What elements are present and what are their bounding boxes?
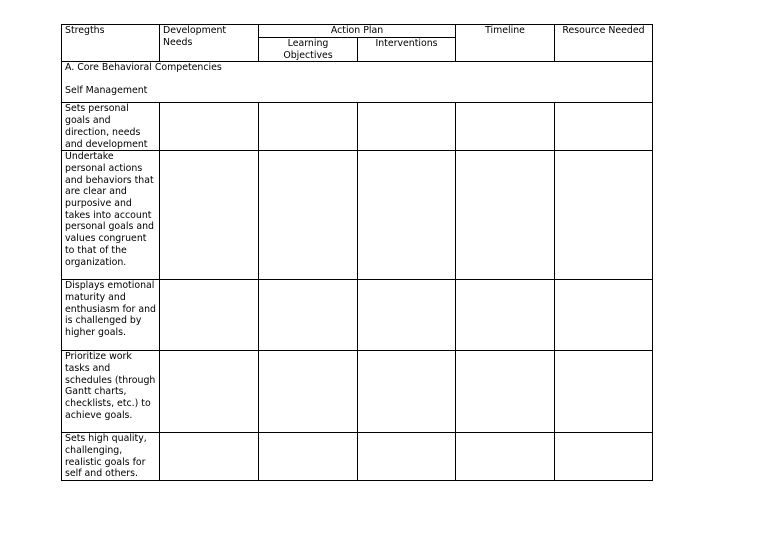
table-row: [62, 351, 653, 433]
header-action-plan: Action Plan: [259, 25, 456, 38]
competency-cell: Sets personal goals and direction, needs and development: [62, 103, 160, 151]
learning-objectives-cell: [259, 103, 358, 151]
table-row: [62, 103, 653, 151]
section-subtitle: Self Management: [65, 85, 148, 97]
header-strengths: Stregths: [62, 25, 160, 62]
timeline-cell: [456, 103, 555, 151]
section-header-cell: [62, 62, 653, 103]
competency-cell: Prioritize work tasks and schedules (through Gantt charts, checklists, etc.) to achieve goals.: [62, 351, 160, 433]
table-row: [62, 151, 653, 280]
competency-cell: Undertake personal actions and behaviors that are clear and purposive and takes into account personal goals and values congruent to that of the organization.: [62, 151, 160, 280]
interventions-cell: [358, 151, 456, 280]
timeline-cell: [456, 433, 555, 481]
interventions-cell: [358, 351, 456, 433]
interventions-cell: [358, 433, 456, 481]
header-interventions: Interventions: [358, 38, 456, 62]
interventions-cell: [358, 280, 456, 351]
learning-objectives-cell: [259, 433, 358, 481]
resource-needed-cell: [555, 151, 653, 280]
development-needs-cell: [160, 103, 259, 151]
interventions-cell: [358, 103, 456, 151]
resource-needed-cell: [555, 280, 653, 351]
header-resource-needed: Resource Needed: [555, 25, 653, 62]
header-timeline: Timeline: [456, 25, 555, 62]
table-row: [62, 280, 653, 351]
learning-objectives-cell: [259, 280, 358, 351]
learning-objectives-cell: [259, 151, 358, 280]
section-title: A. Core Behavioral Competencies: [65, 62, 222, 74]
header-learning-objectives: Learning Objectives: [259, 38, 358, 62]
development-needs-cell: [160, 433, 259, 481]
timeline-cell: [456, 280, 555, 351]
development-needs-cell: [160, 280, 259, 351]
development-needs-cell: [160, 351, 259, 433]
competency-cell: Sets high quality, challenging, realistic goals for self and others.: [62, 433, 160, 481]
resource-needed-cell: [555, 433, 653, 481]
timeline-cell: [456, 151, 555, 280]
development-needs-cell: [160, 151, 259, 280]
competency-cell: Displays emotional maturity and enthusiasm for and is challenged by higher goals.: [62, 280, 160, 351]
header-development-needs: Development Needs: [160, 25, 259, 62]
learning-objectives-cell: [259, 351, 358, 433]
development-plan-table: [61, 24, 653, 481]
timeline-cell: [456, 351, 555, 433]
resource-needed-cell: [555, 103, 653, 151]
resource-needed-cell: [555, 351, 653, 433]
table-row: [62, 433, 653, 481]
